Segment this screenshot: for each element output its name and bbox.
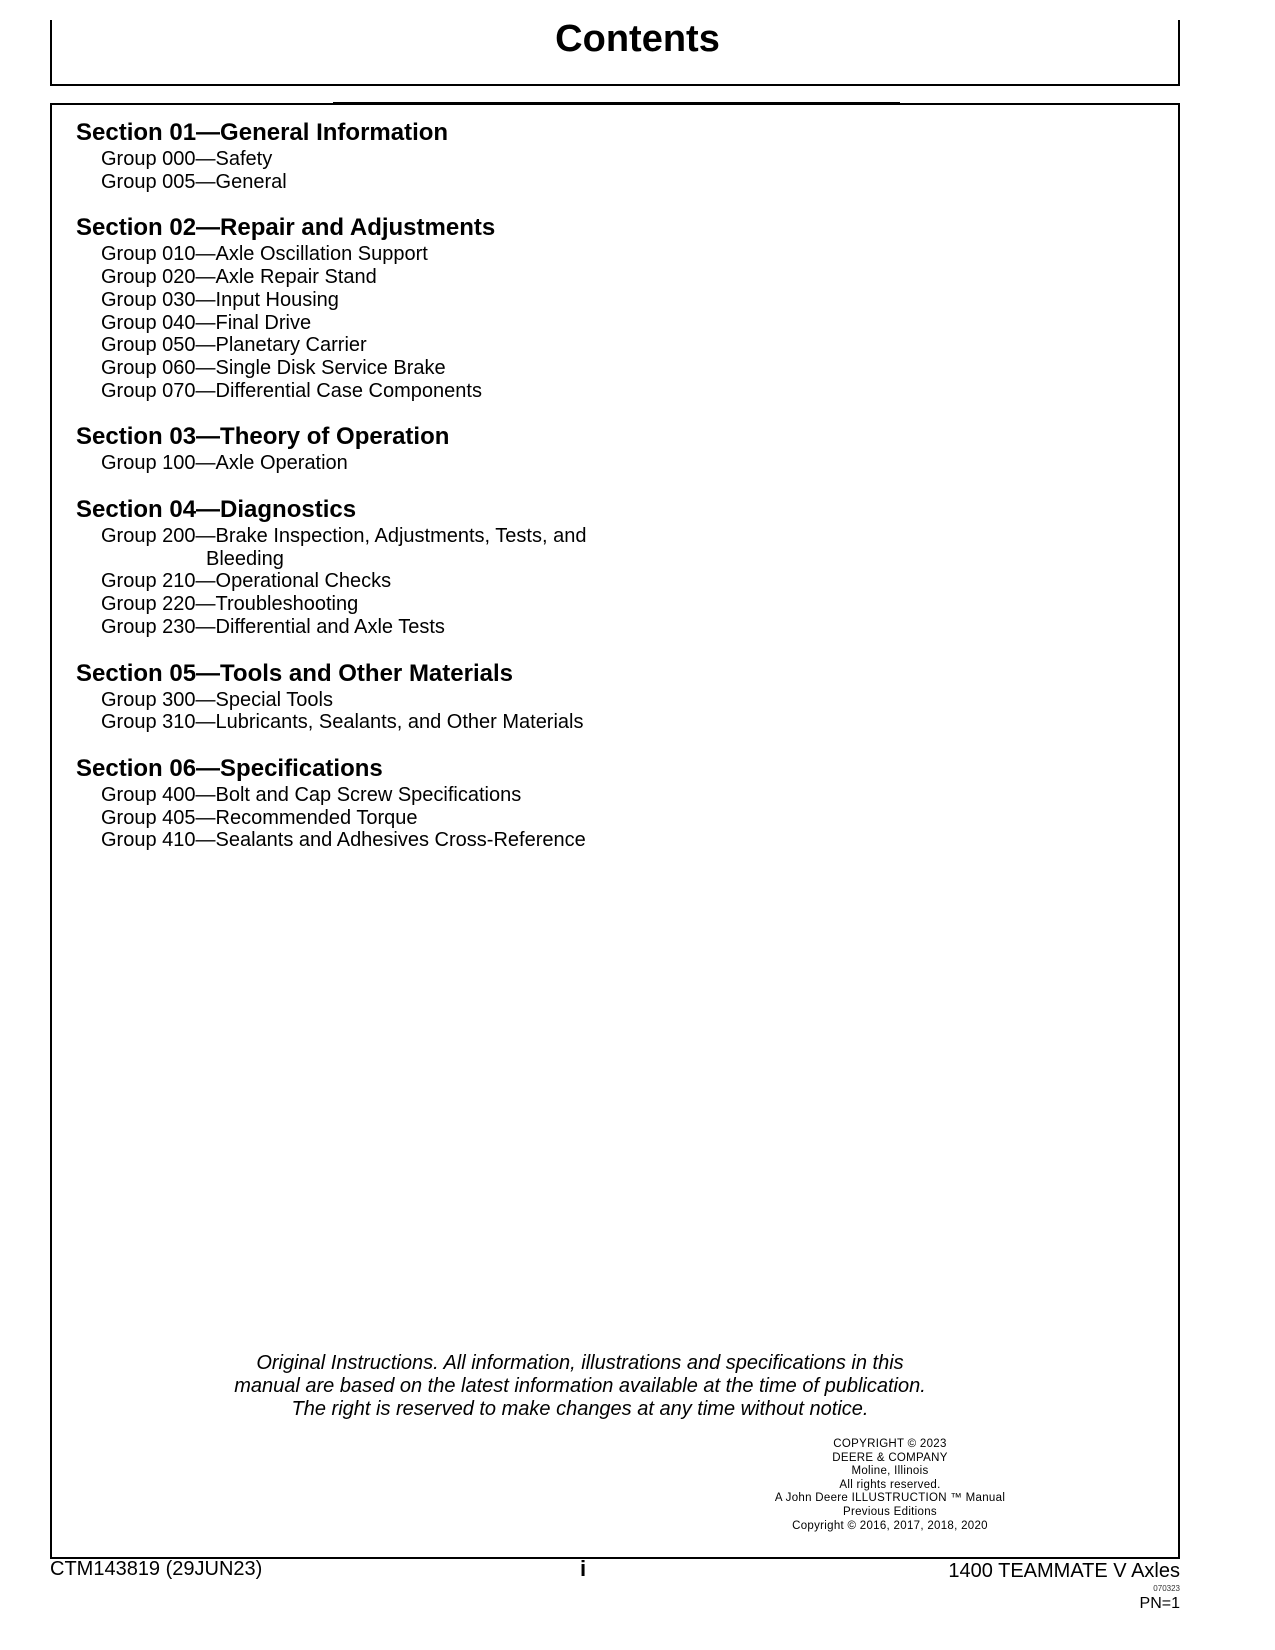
toc-group-link[interactable]: Group 040—Final Drive (101, 311, 312, 334)
section-title[interactable]: Section 06—Specifications (76, 754, 383, 782)
toc-section-05 (76, 659, 776, 734)
toc-section-04 (76, 495, 776, 639)
section-title[interactable]: Section 03—Theory of Operation (76, 423, 450, 451)
toc-group-link[interactable]: Group 300—Special Tools (101, 688, 333, 711)
toc-section-06 (76, 754, 776, 852)
copyright-line: All rights reserved. (839, 1478, 941, 1491)
toc-group-link[interactable]: Group 050—Planetary Carrier (101, 334, 367, 357)
copyright-line: Copyright © 2016, 2017, 2018, 2020 (792, 1519, 988, 1532)
section-title[interactable]: Section 05—Tools and Other Materials (76, 659, 513, 687)
notice-line: The right is reserved to make changes at any time without notice. (291, 1398, 869, 1420)
toc-group-link[interactable]: Group 060—Single Disk Service Brake (101, 356, 446, 379)
toc-group-link[interactable]: Group 230—Differential and Axle Tests (101, 615, 445, 638)
page-number: i (580, 1556, 587, 1581)
document-id: CTM143819 (29JUN23) (50, 1558, 263, 1580)
copyright-line: COPYRIGHT © 2023 (833, 1438, 947, 1450)
toc-section-02 (76, 213, 776, 402)
toc-group-link[interactable]: Group 010—Axle Oscillation Support (101, 243, 428, 266)
toc-group-link[interactable]: Group 020—Axle Repair Stand (101, 266, 377, 289)
section-title[interactable]: Section 01—General Information (76, 119, 449, 146)
copyright-block (700, 1438, 1080, 1533)
toc-group-link[interactable]: Group 400—Bolt and Cap Screw Specifications (101, 783, 522, 806)
table-of-contents (76, 118, 776, 872)
toc-group-link[interactable]: Group 070—Differential Case Components (101, 379, 482, 402)
section-title[interactable]: Section 02—Repair and Adjustments (76, 214, 496, 242)
notice-line: Original Instructions. All information, illustrations and specifications in this (256, 1352, 904, 1374)
copyright-line: A John Deere ILLUSTRUCTION ™ Manual (774, 1492, 1006, 1505)
section-title[interactable]: Section 04—Diagnostics (76, 496, 357, 524)
toc-section-01 (76, 118, 776, 193)
toc-group-link[interactable]: Group 200—Brake Inspection, Adjustments, Tests, and (101, 525, 587, 548)
copyright-line: Previous Editions (843, 1505, 937, 1518)
original-instructions-notice (180, 1352, 980, 1421)
toc-group-link[interactable]: Group 000—Safety (101, 148, 273, 170)
toc-group-link[interactable]: Group 100—Axle Operation (101, 452, 348, 475)
toc-group-link[interactable]: Group 410—Sealants and Adhesives Cross-Reference (101, 829, 586, 852)
manual-title: 1400 TEAMMATE V Axles (948, 1560, 1180, 1582)
toc-group-link[interactable]: Group 310—Lubricants, Sealants, and Other Materials (101, 711, 584, 734)
page-identifier: PN=1 (1139, 1595, 1180, 1612)
toc-group-link[interactable]: Group 005—General (101, 170, 287, 193)
toc-group-link[interactable]: Group 220—Troubleshooting (101, 593, 359, 616)
copyright-line: Moline, Illinois (851, 1465, 929, 1478)
notice-line: manual are based on the latest information available at the time of publication. (234, 1375, 926, 1397)
toc-group-link-continuation[interactable]: Bleeding (206, 547, 284, 570)
toc-group-link[interactable]: Group 210—Operational Checks (101, 570, 392, 593)
page-title: Contents (555, 18, 720, 60)
toc-group-link[interactable]: Group 030—Input Housing (101, 288, 339, 311)
toc-section-03 (76, 422, 776, 475)
top-accent-rule (333, 102, 900, 105)
copyright-line: DEERE & COMPANY (832, 1451, 948, 1464)
toc-group-link[interactable]: Group 405—Recommended Torque (101, 806, 418, 829)
revision-code: 070323 (1153, 1584, 1180, 1593)
